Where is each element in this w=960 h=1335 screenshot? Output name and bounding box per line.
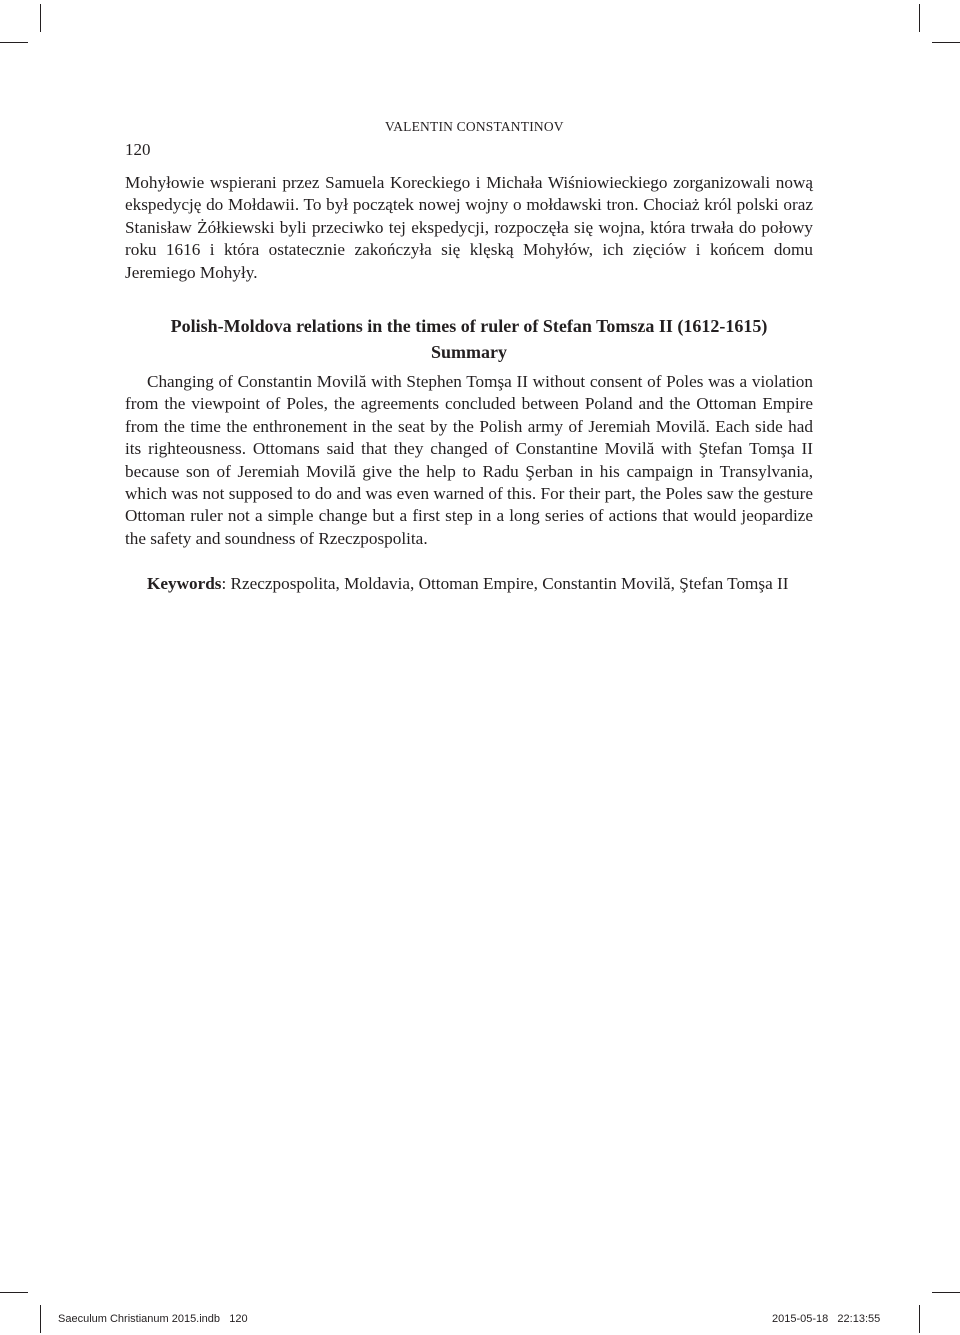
keywords-label: Keywords	[147, 574, 222, 593]
polish-paragraph: Mohyłowie wspierani przez Samuela Koreckiego i Michała Wiśniowieckiego zorganizowali nową ekspedycję do Mołdawii. To był początek nowej wojny o mołdawski tron. Chociaż król polski oraz Stanisław Żółkiewski byli przeciwko tej ekspedycji, rozpoczęła się wojna, która trwała do połowy roku 1616 i która ostatecznie zakończyła się klęską Mohyłów, ich zięciów i końcem domu Jeremiego Mohyły.	[125, 173, 813, 282]
crop-mark-top-right-vertical	[919, 4, 920, 32]
keywords-paragraph	[125, 573, 813, 595]
crop-mark-bottom-left-horizontal	[0, 1292, 28, 1293]
crop-mark-bottom-left-vertical	[40, 1305, 41, 1333]
summary-title-line: Polish-Moldova relations in the times of ruler of Stefan Tomsza II (1612-1615)	[170, 316, 768, 336]
summary-heading	[125, 313, 813, 365]
crop-mark-top-left-horizontal	[0, 42, 28, 43]
crop-mark-top-left-vertical	[40, 4, 41, 32]
file-slug: Saeculum Christianum 2015.indb 120	[58, 1313, 248, 1325]
keywords-text: : Rzeczpospolita, Moldavia, Ottoman Empire, Constantin Movilă, Ştefan Tomşa II	[221, 574, 789, 593]
crop-mark-bottom-right-vertical	[919, 1305, 920, 1333]
summary-paragraph: Changing of Constantin Movilă with Stephen Tomşa II without consent of Poles was a violation from the viewpoint of Poles, the agreements concluded between Poland and the Ottoman Empire from the time the enthronement in the seat by the Polish army of Jeremiah Movilă. Each side had its righteousness. Ottomans said that they changed of Constantine Movilă with Ştefan Tomşa II because son of Jeremiah Movilă give the help to Radu Şerban in his campaign in Transylvania, which was not supposed to do and was even warned of this. For their part, the Poles saw the gesture Ottoman ruler not a simple change but a first step in a long series of actions that would jeopardize the safety and soundness of Rzeczpospolita.	[125, 372, 813, 548]
page-number: 120	[125, 140, 151, 159]
running-head: VALENTIN CONSTANTINOV	[385, 119, 564, 134]
summary-subtitle: Summary	[431, 342, 507, 362]
crop-mark-top-right-horizontal	[932, 42, 960, 43]
crop-mark-bottom-right-horizontal	[932, 1292, 960, 1293]
timestamp-slug: 2015-05-18 22:13:55	[772, 1313, 881, 1325]
